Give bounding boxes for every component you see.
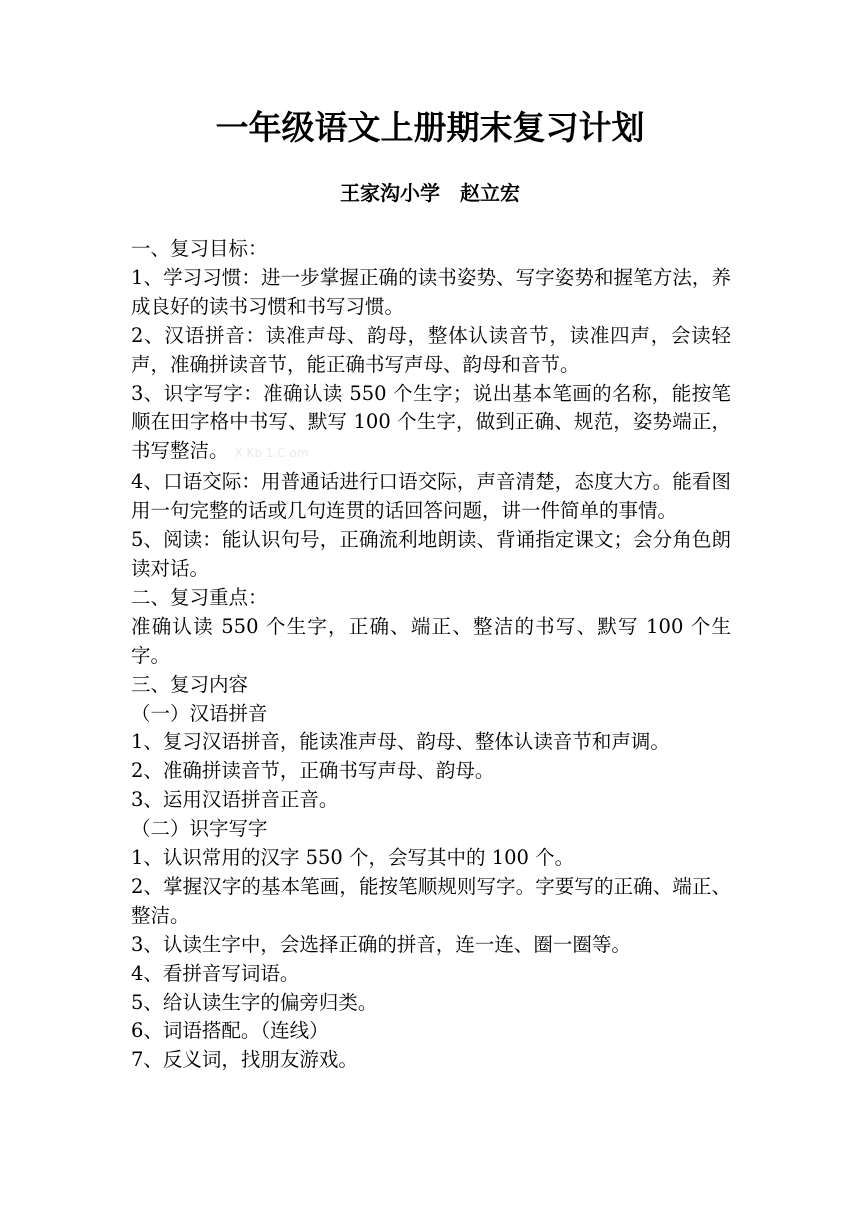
characters-item-3: 3、认读生字中，会选择正确的拼音，连一连、圈一圈等。 (131, 932, 631, 956)
goal-item-2: 2、汉语拼音：读准声母、韵母，整体认读音节，读准四声，会读轻声，准确拼读音节，能正确书写声母、韵母和音节。 (131, 323, 731, 376)
author-line: 王家沟小学 赵立宏 (340, 181, 520, 205)
pinyin-item-2: 2、准确拼读音节，正确书写声母、韵母。 (131, 759, 495, 783)
characters-item-4: 4、看拼音写词语。 (131, 961, 300, 985)
section-heading-goals: 一、复习目标： (131, 237, 268, 260)
characters-item-2: 2、掌握汉字的基本笔画，能按笔顺规则写字。字要写的正确、端正、整洁。 (131, 874, 731, 927)
goal-item-4: 4、口语交际：用普通话进行口语交际，声音清楚，态度大方。能看图用一句完整的话或几句连贯的话回答问题，讲一件简单的事情。 (131, 470, 731, 523)
goal-item-5: 5、阅读：能认识句号，正确流利地朗读、背诵指定课文；会分角色朗读对话。 (131, 528, 731, 580)
characters-item-6: 6、词语搭配。（连线） (131, 1019, 329, 1043)
document-body (131, 235, 731, 1075)
characters-item-5: 5、给认读生字的偏旁归类。 (131, 990, 378, 1014)
characters-item-1: 1、认识常用的汉字 550 个，会写其中的 100 个。 (131, 846, 575, 870)
watermark-text: X Kb 1.C om (234, 446, 309, 461)
focus-text: 准确认读 550 个生字，正确、端正、整洁的书写、默写 100 个生字。 (131, 614, 731, 667)
document-title: 一年级语文上册期末复习计划 (215, 108, 645, 147)
characters-item-7: 7、反义词，找朋友游戏。 (131, 1048, 358, 1072)
goal-item-3 (131, 380, 731, 469)
goal-item-1: 1、学习习惯：进一步掌握正确的读书姿势、写字姿势和握笔方法，养成良好的读书习惯和书写习惯。 (131, 265, 731, 318)
section-heading-focus: 二、复习重点： (131, 585, 268, 609)
pinyin-item-1: 1、复习汉语拼音，能读准声母、韵母、整体认读音节和声调。 (131, 730, 670, 754)
section-heading-content: 三、复习内容 (131, 672, 249, 696)
subsection-heading-characters: （二）识字写字 (131, 817, 268, 841)
pinyin-item-3: 3、运用汉语拼音正音。 (131, 788, 339, 812)
subsection-heading-pinyin: （一）汉语拼音 (131, 701, 268, 725)
goal-item-3-text: 3、识字写字：准确认读 550 个生字；说出基本笔画的名称，能按笔顺在田字格中书写、默写 100 个生字，做到正确、规范，姿势端正，书写整洁。 (131, 381, 731, 463)
